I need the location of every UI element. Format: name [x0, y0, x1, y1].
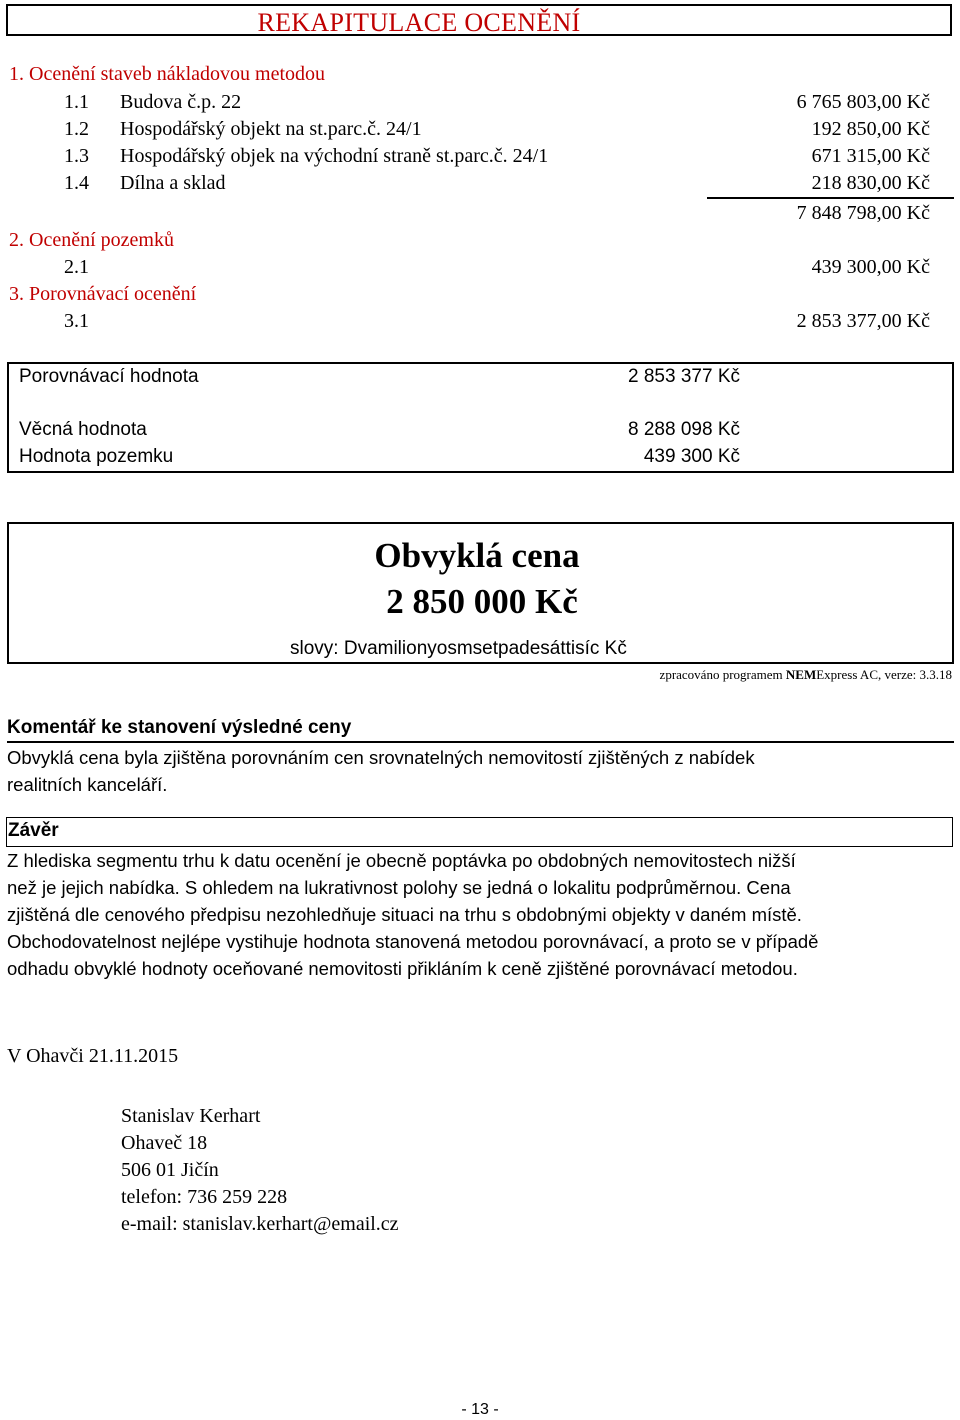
item-num: 1.1	[64, 91, 89, 113]
software-credit	[600, 667, 952, 683]
item-label: Hospodářský objek na východní straně st.parc.č. 24/1	[120, 145, 549, 167]
section-heading-comparative: 3. Porovnávací ocenění	[9, 283, 197, 305]
comment-line: Obvyklá cena byla zjištěna porovnáním cen srovnatelných nemovitostí zjištěných z nabídek	[7, 747, 755, 768]
comment-line: realitních kanceláří.	[7, 774, 168, 795]
section-heading-buildings: 1. Ocenění staveb nákladovou metodou	[9, 63, 326, 85]
item-amount: 192 850,00 Kč	[811, 118, 930, 140]
summary-value: 2 853 377 Kč	[628, 366, 740, 387]
author-name: Stanislav Kerhart	[121, 1105, 261, 1127]
summary-label: Hodnota pozemku	[19, 446, 174, 467]
result-value	[0, 582, 960, 622]
item-label: Hospodářský objekt na st.parc.č. 24/1	[120, 118, 422, 140]
title-box	[6, 4, 952, 36]
page-number	[0, 1401, 960, 1419]
summary-value: 439 300 Kč	[643, 446, 740, 467]
result-label-text: Obvyklá cena	[374, 536, 580, 575]
conclusion-heading: Závěr	[8, 820, 59, 841]
item-amount: 2 853 377,00 Kč	[796, 310, 930, 332]
software-suffix: Express AC, verze: 3.3.18	[816, 667, 952, 682]
conclusion-heading-box	[6, 817, 953, 847]
conclusion-line: odhadu obvyklé hodnoty oceňované nemovitosti přikláním k ceně zjištěné porovnávací metodou.	[7, 958, 798, 979]
item-amount: 439 300,00 Kč	[811, 256, 930, 278]
result-words: slovy: Dvamilionyosmsetpadesáttisíc Kč	[290, 638, 627, 659]
page-title: REKAPITULACE OCENĚNÍ	[257, 8, 581, 37]
item-amount: 671 315,00 Kč	[811, 145, 930, 167]
item-label: Budova č.p. 22	[120, 91, 242, 113]
software-prefix: zpracováno programem	[659, 667, 786, 682]
place-date: V Ohavči 21.11.2015	[7, 1045, 179, 1067]
conclusion-line: Z hlediska segmentu trhu k datu ocenění je obecně poptávka po obdobných nemovitostech nižší	[7, 850, 796, 871]
item-amount: 6 765 803,00 Kč	[796, 91, 930, 113]
summary-value: 8 288 098 Kč	[628, 419, 740, 440]
conclusion-line: Obchodovatelnost nejlépe vystihuje hodnota stanovená metodou porovnávací, a proto se v případě	[7, 931, 819, 952]
summary-label: Porovnávací hodnota	[19, 366, 199, 387]
item-label: Dílna a sklad	[120, 172, 226, 194]
item-num: 1.4	[64, 172, 89, 194]
comment-heading: Komentář ke stanovení výsledné ceny	[7, 717, 352, 738]
author-phone: telefon: 736 259 228	[121, 1186, 288, 1208]
item-amount: 218 830,00 Kč	[811, 172, 930, 194]
summary-label: Věcná hodnota	[19, 419, 147, 440]
result-value-text: 2 850 000 Kč	[386, 582, 578, 621]
subtotal-divider	[707, 197, 954, 199]
conclusion-line: zjištěná dle cenového předpisu nezohledňuje situaci na trhu s obdobnými objekty v daném místě.	[7, 904, 802, 925]
software-brand: NEM	[785, 667, 817, 682]
section-heading-land: 2. Ocenění pozemků	[9, 229, 174, 251]
author-street: Ohaveč 18	[121, 1132, 208, 1154]
comment-divider	[7, 741, 954, 743]
item-num: 2.1	[64, 256, 89, 278]
item-num: 1.2	[64, 118, 89, 140]
item-num: 1.3	[64, 145, 89, 167]
item-num: 3.1	[64, 310, 89, 332]
page-number-text: - 13 -	[461, 1401, 499, 1418]
result-label	[0, 536, 960, 576]
subtotal-amount: 7 848 798,00 Kč	[796, 202, 930, 224]
conclusion-line: než je jejich nabídka. S ohledem na lukrativnost polohy se jedná o lokalitu podprůměrnou. Cena	[7, 877, 791, 898]
author-city: 506 01 Jičín	[121, 1159, 219, 1181]
author-email: e-mail: stanislav.kerhart@email.cz	[121, 1213, 399, 1235]
